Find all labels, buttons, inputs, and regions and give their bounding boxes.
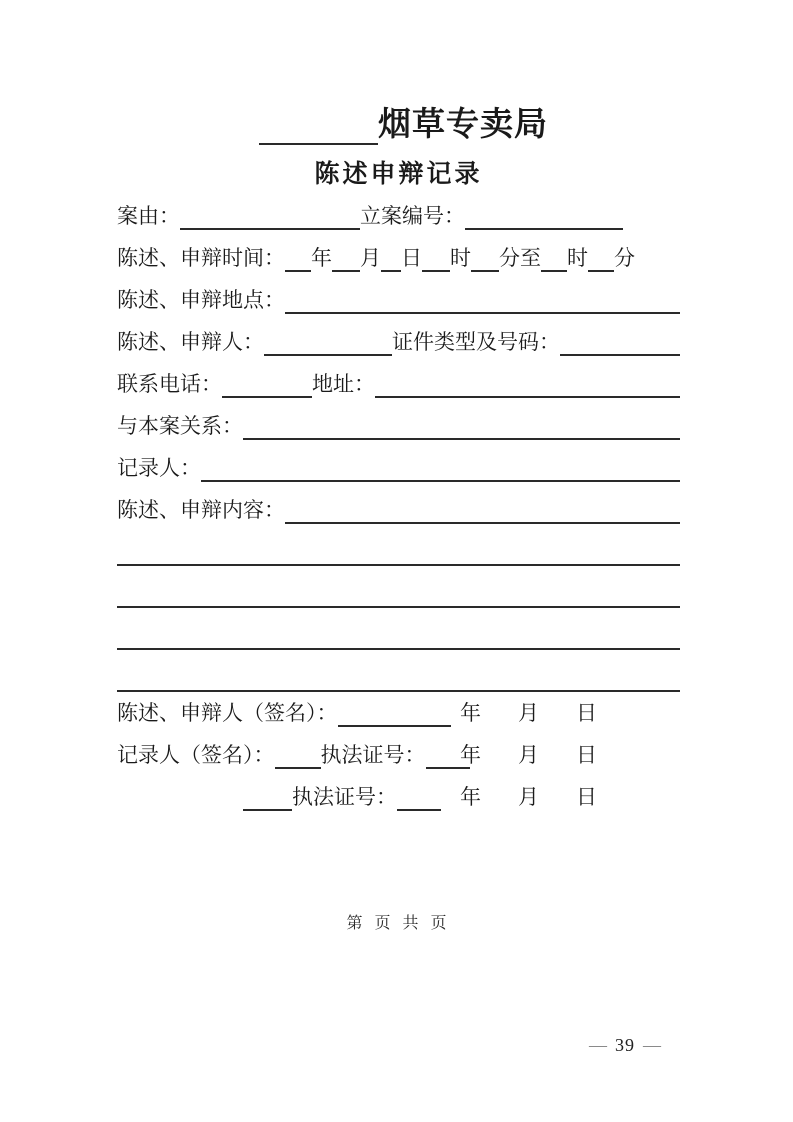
form-body [117, 194, 680, 817]
relation-blank-line [243, 424, 680, 440]
time-label: 陈述、申辩时间： [117, 246, 285, 270]
recorder-date [460, 745, 597, 766]
place-blank-line [285, 298, 680, 314]
relation-label: 与本案关系： [117, 414, 243, 438]
recorder-label: 记录人： [117, 456, 201, 480]
person-blank-line [264, 340, 392, 356]
phone-label: 联系电话： [117, 372, 222, 396]
page-number-value: 39 [615, 1035, 635, 1055]
date-month-label: 月 [518, 701, 539, 725]
cert-no-label: 执法证号： [320, 743, 426, 767]
recorder-signature-row [117, 733, 680, 775]
time-row [117, 236, 680, 278]
pagination-text: 第 页 共 页 [346, 915, 451, 932]
date-year-label: 年 [460, 701, 481, 725]
address-blank-line [375, 382, 680, 398]
content-blank-line [285, 508, 680, 524]
cert-no-blank-line-2 [397, 795, 441, 811]
case-label: 案由： [117, 204, 180, 228]
date-day-label: 日 [576, 785, 597, 809]
unit-hour2: 时 [567, 246, 588, 270]
year-blank-line [285, 256, 311, 272]
case-no-label: 立案编号： [360, 204, 465, 228]
page-number-dash-left: — [589, 1035, 607, 1055]
id-type-blank-line [560, 340, 680, 356]
unit-hour: 时 [450, 246, 471, 270]
content-blank-line-1 [117, 550, 680, 566]
case-blank-line [180, 214, 360, 230]
relation-row [117, 404, 680, 446]
subtitle-text: 陈述申辩记录 [314, 160, 483, 188]
person-row [117, 320, 680, 362]
document-title [117, 98, 680, 146]
hour2-blank-line [541, 256, 567, 272]
declarant-sign-label: 陈述、申辩人（签名）： [117, 701, 338, 725]
bureau-title-text: 烟草专卖局 [378, 107, 548, 143]
date-year-label: 年 [460, 785, 481, 809]
phone-row [117, 362, 680, 404]
declarant-sign-blank-line [338, 711, 451, 727]
phone-blank-line [222, 382, 312, 398]
content-extra-row-3 [117, 614, 680, 656]
day-blank-line [381, 256, 401, 272]
case-no-blank-line [465, 214, 623, 230]
unit-day: 日 [401, 246, 422, 270]
date-day-label: 日 [576, 701, 597, 725]
minute-blank-line [471, 256, 499, 272]
declarant-signature-row [117, 691, 680, 733]
bureau-name-blank-line [259, 129, 378, 145]
second-officer-sign-blank-line [243, 795, 292, 811]
unit-year: 年 [311, 246, 332, 270]
recorder-sign-label: 记录人（签名）： [117, 743, 275, 767]
content-row [117, 488, 680, 530]
content-blank-line-4 [117, 676, 680, 692]
date-day-label: 日 [576, 743, 597, 767]
place-label: 陈述、申辩地点： [117, 288, 285, 312]
date-month-label: 月 [518, 743, 539, 767]
place-row [117, 278, 680, 320]
month-blank-line [332, 256, 360, 272]
recorder-row [117, 446, 680, 488]
date-year-label: 年 [460, 743, 481, 767]
signature-section [117, 691, 680, 817]
document-content [117, 98, 680, 934]
second-officer-date [460, 787, 597, 808]
unit-month: 月 [360, 246, 381, 270]
content-extra-row-2 [117, 572, 680, 614]
person-label: 陈述、申辩人： [117, 330, 264, 354]
document-subtitle [117, 146, 680, 192]
cert-no-label-2: 执法证号： [292, 785, 397, 809]
hour-blank-line [422, 256, 450, 272]
second-officer-signature-row [117, 775, 680, 817]
id-type-label: 证件类型及号码： [392, 330, 560, 354]
page-number-dash-right: — [643, 1035, 661, 1055]
content-extra-row-1 [117, 530, 680, 572]
recorder-sign-blank-line [275, 753, 321, 769]
case-row [117, 194, 680, 236]
page-number [589, 1036, 661, 1054]
recorder-blank-line [201, 466, 680, 482]
unit-minute: 分 [614, 246, 635, 270]
date-month-label: 月 [518, 785, 539, 809]
content-blank-line-2 [117, 592, 680, 608]
content-blank-line-3 [117, 634, 680, 650]
minute2-blank-line [588, 256, 614, 272]
content-label: 陈述、申辩内容： [117, 498, 285, 522]
unit-minute-to: 分至 [499, 246, 541, 270]
address-label: 地址： [312, 372, 375, 396]
declarant-date [460, 703, 597, 724]
